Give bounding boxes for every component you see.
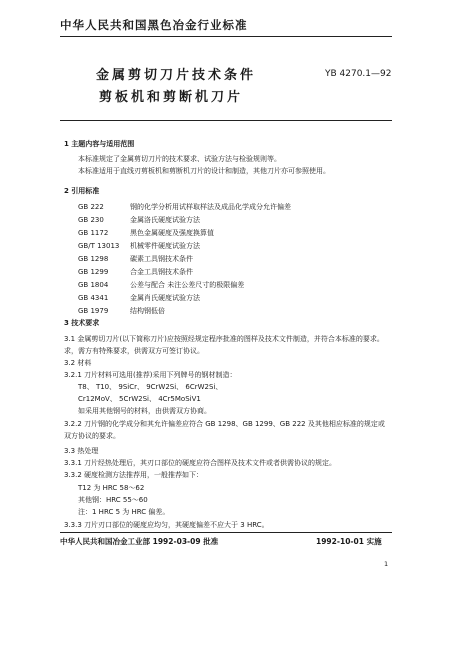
para-line: 本标准适用于直线刃剪板机和剪断机刀片的设计和制造，其他刀片亦可参照使用。 <box>78 167 330 175</box>
ref-title: 机械零件硬度试验方法 <box>130 242 200 250</box>
ref-code: GB/T 13013 <box>78 242 120 250</box>
header-rule <box>60 36 392 37</box>
subsection-heading: 3.2 材料 <box>64 359 92 367</box>
title-rule <box>60 120 392 121</box>
section-heading: 2 引用标准 <box>64 187 100 195</box>
page-number: 1 <box>384 560 389 568</box>
hardness-line: 其他钢：HRC 55～60 <box>78 496 148 504</box>
section-heading: 3 技术要求 <box>64 319 100 327</box>
ref-title: 合金工具钢技术条件 <box>130 268 193 276</box>
para-line: 双方协议的要求。 <box>64 432 120 440</box>
para-line: 求，需方有特殊要求，供需双方可签订协议。 <box>64 347 204 355</box>
ref-code: GB 1299 <box>78 268 109 276</box>
section-heading: 1 主题内容与适用范围 <box>64 140 135 148</box>
doc-title-line1: 金属剪切刀片技术条件 <box>96 68 257 83</box>
para-line: 3.1 金属剪切刀片(以下简称刀片)应按照经规定程序批准的图样及技术文件制造，并符合本标准的要求。 <box>64 335 384 343</box>
ref-code: GB 230 <box>78 216 104 224</box>
para-line: 3.2.2 刀片钢的化学成分和其允许偏差应符合 GB 1298、GB 1299、GB 222 及其他相应标准的规定或 <box>64 420 385 428</box>
para-line: 3.3.2 硬度检测方法推荐用，一般推荐如下： <box>64 471 204 479</box>
std-number: YB 4270.1—92 <box>325 69 392 79</box>
para-line: 3.2.1 刀片材料可选用(推荐)采用下列牌号的钢材制造： <box>64 371 237 379</box>
ref-code: GB 1804 <box>78 281 109 289</box>
footer-rule <box>60 532 392 533</box>
para-line: 3.3.3 刀片刃口部位的硬度应均匀，其硬度偏差不应大于 3 HRC。 <box>64 521 269 529</box>
ref-code: GB 1979 <box>78 307 109 315</box>
ref-title: 公差与配合 未注公差尺寸的极限偏差 <box>130 281 245 289</box>
ref-title: 钢的化学分析用试样取样法及成品化学成分允许偏差 <box>130 203 291 211</box>
ref-code: GB 1298 <box>78 255 109 263</box>
note-line: 注：1 HRC 5 为 HRC 偏差。 <box>78 508 170 516</box>
para-line: 本标准规定了金属剪切刀片的技术要求、试验方法与检验规则等。 <box>78 155 281 163</box>
steel-grades-line: T8、 T10、 9SiCr、 9CrW2Si、 6CrW2Si、 <box>78 383 223 391</box>
steel-grades-line: Cr12MoV、 5CrW2Si、 4Cr5MoSiV1 <box>78 395 201 403</box>
ref-title: 结构钢低倍 <box>130 307 165 315</box>
ref-code: GB 222 <box>78 203 104 211</box>
ref-title: 金属肖氏硬度试验方法 <box>130 294 200 302</box>
ref-title: 碳素工具钢技术条件 <box>130 255 193 263</box>
para-line: 3.3.1 刀片经热处理后，其刃口部位的硬度应符合图样及技术文件或者供需协议的规定。 <box>64 459 337 467</box>
ref-code: GB 4341 <box>78 294 109 302</box>
ref-title: 黑色金属硬度及强度换算值 <box>130 229 214 237</box>
approval-text: 中华人民共和国冶金工业部 1992-03-09 批准 <box>60 537 219 546</box>
hardness-line: T12 为 HRC 58～62 <box>78 484 145 492</box>
para-line: 如采用其他钢号的材料，由供需双方协商。 <box>78 407 211 415</box>
ref-code: GB 1172 <box>78 229 109 237</box>
subsection-heading: 3.3 热处理 <box>64 447 99 455</box>
ref-title: 金属洛氏硬度试验方法 <box>130 216 200 224</box>
implementation-date: 1992-10-01 实施 <box>316 537 382 546</box>
org-title: 中华人民共和国黑色冶金行业标准 <box>60 18 248 32</box>
doc-title-line2: 剪板机和剪断机刀片 <box>99 90 244 105</box>
